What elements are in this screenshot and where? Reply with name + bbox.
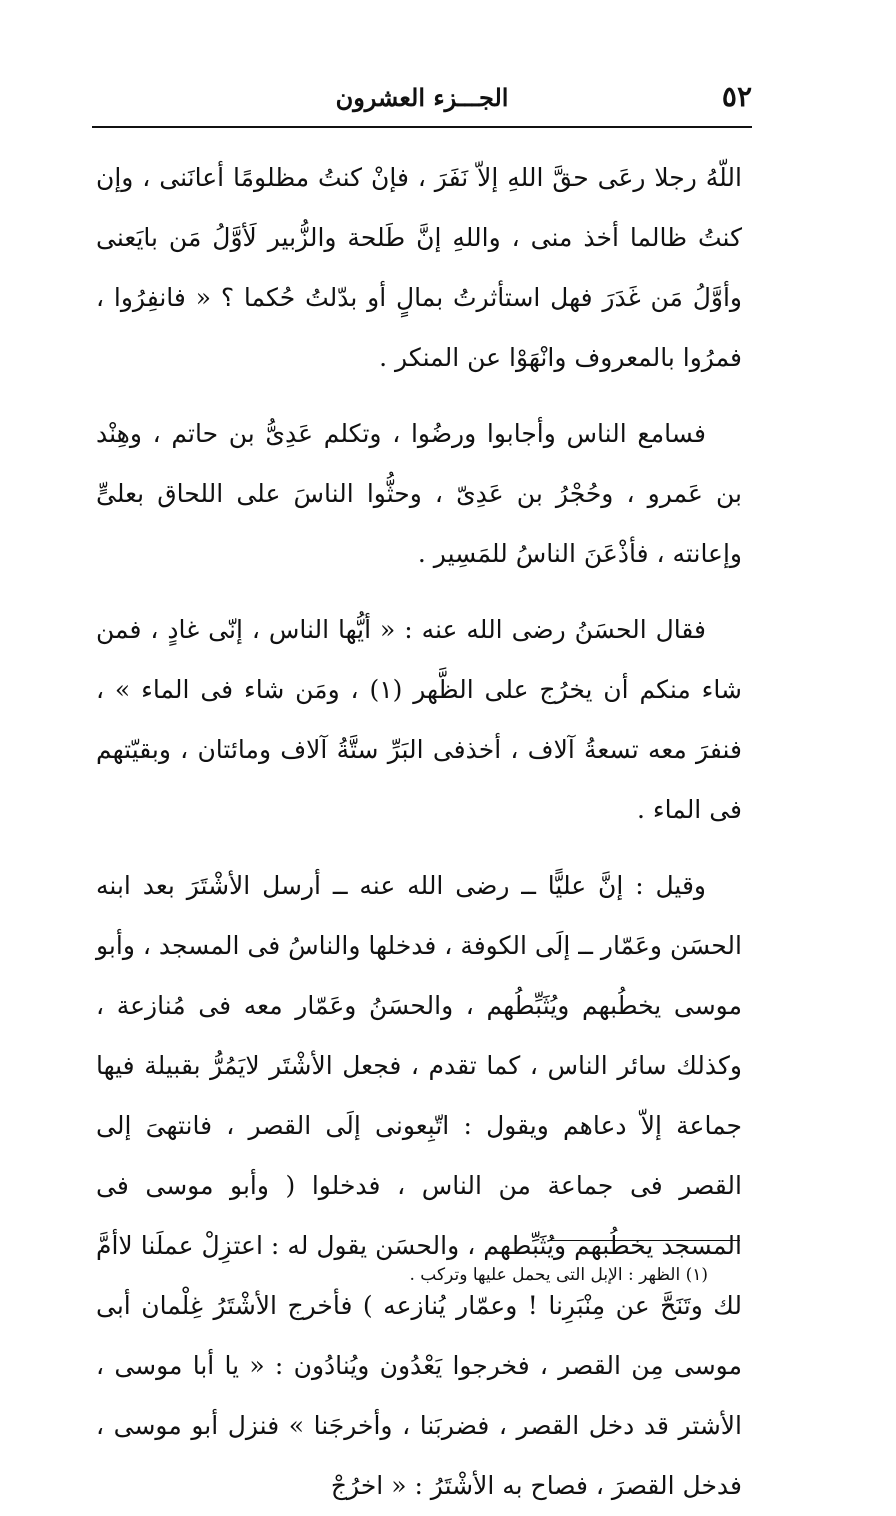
page-header [92, 78, 752, 118]
page-number: ٥٢ [721, 80, 752, 113]
footnote: (١) الظهر : الإبل التى يحمل عليها وتركب . [409, 1265, 708, 1285]
paragraph: وقيل : إنَّ عليًّا ــ رضى الله عنه ــ أرسل الأشْتَرَ بعد ابنه الحسَن وعَمّار ــ إلَى الكوفة ، فدخلها والناسُ فى المسجد ، وأبو موسى يخطُبهم ويُثَبِّطُهم ، والحسَنُ وعَمّار معه فى مُنازعة ، وكذلك سائر الناس ، كما تقدم ، فجعل الأشْتَر لايَمُرُّ بقبيلة فيها جماعة إلاّ دعاهم ويقول : اتّبِعونى إلَى القصر ، فانتهىَ إلى القصر فى جماعة من الناس ، فدخلوا ( وأبو موسى فى المسجد يخطُبهم ويُثَبِّطهم ، والحسَن يقول له : اعتزِلْ عملَنا لاأمَّ لك وتَنَحَّ عن مِنْبَرِنا ! وعمّار يُنازعه ) فأخرج الأشْتَرُ غِلْمان أبى موسى مِن القصر ، فخرجوا يَعْدُون ويُنادُون : « يا أبا موسى ، الأشتر قد دخل القصر ، فضربَنا ، وأخرجَنا » فنزل أبو موسى ، فدخل القصرَ ، فصاح به الأشْتَرُ : « اخرُجْ [96, 871, 742, 1500]
paragraph: اللّهُ رجلا رعَى حقَّ اللهِ إلاّ نَفَرَ ، فإنْ كنتُ مظلومًا أعانَنى ، وإن كنتُ ظالما أخذ منى ، واللهِ إنَّ طَلحة والزُّبير لَأوَّلُ مَن بايَعنى وأوَّلُ مَن غَدَرَ فهل استأثرتُ بمالٍ أو بدّلتُ حُكما ؟ « فانفِرُوا ، فمرُوا بالمعروف وانْهَوْا عن المنكر . [96, 163, 742, 372]
header-rule [92, 126, 752, 128]
paragraph: فسامع الناس وأجابوا ورضُوا ، وتكلم عَدِىُّ بن حاتم ، وهِنْد بن عَمرو ، وحُجْرُ بن عَدِىّ ، وحثُّوا الناسَ على اللحاق بعلىٍّ وإعانته ، فأذْعَنَ الناسُ للمَسِير . [96, 419, 742, 568]
running-title: الجـــزء العشرون [335, 83, 509, 112]
footnote-rule [548, 1240, 740, 1241]
paragraph: فقال الحسَنُ رضى الله عنه : « أيُّها الناس ، إنّى غادٍ ، فمن شاء منكم أن يخرُج على الظَّهر (١) ، ومَن شاء فى الماء » ، فنفرَ معه تسعةُ آلاف ، أخذفى البَرِّ ستَّةُ آلاف ومائتان ، وبقيّتهم فى الماء . [96, 615, 742, 824]
body-text [96, 148, 742, 1516]
